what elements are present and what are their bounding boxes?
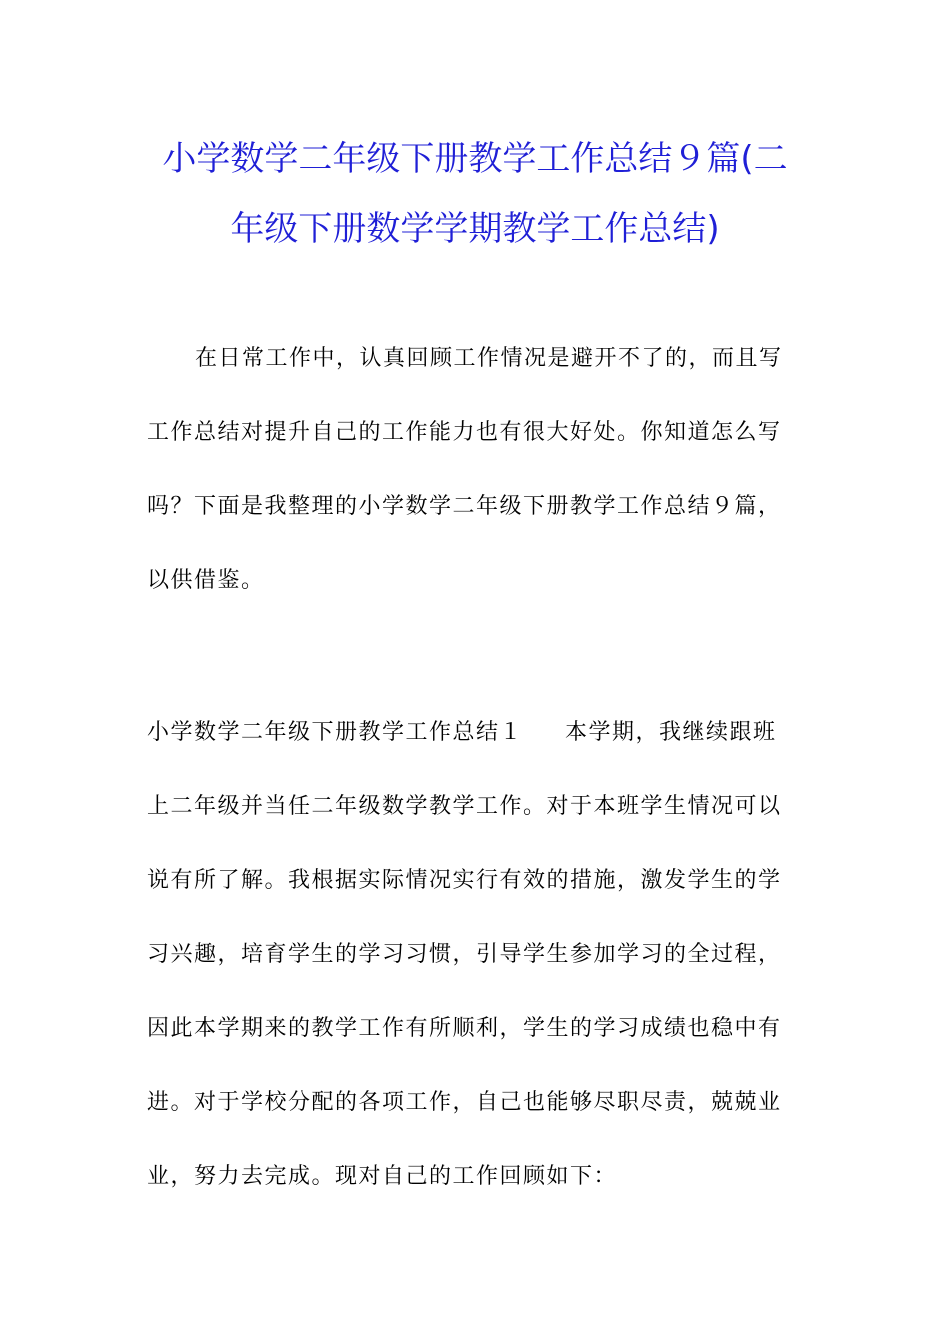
section-line: 因此本学期来的教学工作有所顺利，学生的学习成绩也稳中有 xyxy=(147,1016,782,1041)
section-line: 习兴趣，培育学生的学习习惯，引导学生参加学习的全过程， xyxy=(147,942,782,967)
section-first-line xyxy=(147,696,807,770)
section-line-text: 本学期，我继续跟班 xyxy=(565,720,777,745)
intro-line: 吗？下面是我整理的小学数学二年级下册教学工作总结９篇， xyxy=(147,494,782,519)
title-line-1: 小学数学二年级下册教学工作总结９篇(二 xyxy=(162,139,788,179)
intro-line: 以供借鉴。 xyxy=(147,568,265,593)
intro-line xyxy=(147,322,807,396)
intro-line-text: 在日常工作中，认真回顾工作情况是避开不了的，而且写 xyxy=(195,346,783,371)
section-line: 业，努力去完成。现对自己的工作回顾如下： xyxy=(147,1164,618,1189)
intro-line: 工作总结对提升自己的工作能力也有很大好处。你知道怎么写 xyxy=(147,420,782,445)
section-heading: 小学数学二年级下册教学工作总结１ xyxy=(147,720,524,745)
section-line: 进。对于学校分配的各项工作，自己也能够尽职尽责，兢兢业 xyxy=(147,1090,782,1115)
intro-paragraph xyxy=(147,322,807,618)
document-title xyxy=(0,124,950,264)
title-line-2: 年级下册数学学期教学工作总结) xyxy=(230,209,720,249)
section-line: 上二年级并当任二年级数学教学工作。对于本班学生情况可以 xyxy=(147,794,782,819)
section-paragraph xyxy=(147,696,807,1214)
section-line: 说有所了解。我根据实际情况实行有效的措施，激发学生的学 xyxy=(147,868,782,893)
